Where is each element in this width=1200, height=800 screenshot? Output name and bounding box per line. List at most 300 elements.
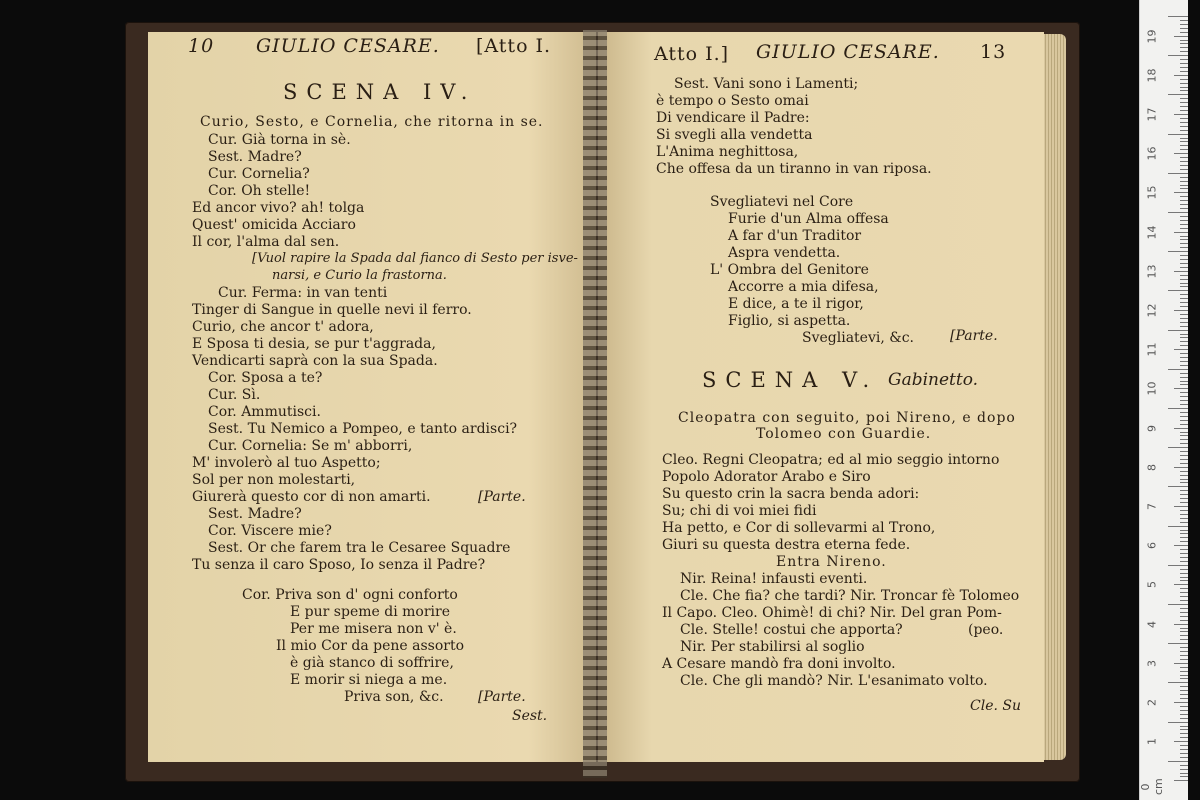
ruler-tick [1180,200,1188,201]
ruler-tick [1180,353,1188,354]
verse-line: Su questo crin la sacra benda adori: [662,486,920,502]
ruler-tick [1174,232,1188,233]
ruler-tick [1180,765,1188,766]
ruler-tick [1180,490,1188,491]
ruler-tick [1180,294,1188,295]
aria-line: Cor. Priva son d' ogni conforto [242,587,458,603]
ruler-label: 8 [1145,463,1159,471]
ruler-tick [1180,224,1188,225]
scene-heading: SCENA IV. [283,80,477,104]
ruler-tick [1168,94,1188,95]
ruler-tick [1180,228,1188,229]
ruler-tick [1174,388,1188,389]
verse-line: M' involerò al tuo Aspetto; [192,455,381,471]
verse-line: Sest. Or che farem tra le Cesaree Squadre [208,540,511,556]
verse-line: Su; chi di voi miei fidi [662,503,817,519]
ruler-tick [1180,678,1188,679]
ruler-tick [1180,471,1188,472]
ruler-tick [1180,118,1188,119]
verse-line: Cor. Oh stelle! [208,183,311,199]
ruler-tick [1180,479,1188,480]
ruler-label: 0 cm [1139,778,1165,796]
ruler-tick [1168,565,1188,566]
verse-line: Nir. Reina! infausti eventi. [680,571,868,587]
ruler-tick [1180,90,1188,91]
ruler-tick [1180,580,1188,581]
ruler-tick [1168,447,1188,448]
ruler-tick [1174,349,1188,350]
ruler-tick [1180,773,1188,774]
ruler-tick [1168,251,1188,252]
ruler-tick [1180,459,1188,460]
ruler-tick [1174,702,1188,703]
ruler-tick [1168,369,1188,370]
ruler-label: 18 [1145,68,1159,83]
ruler-tick [1174,741,1188,742]
ruler-tick [1180,569,1188,570]
verse-line: E Sposa ti desia, se pur t'aggrada, [192,336,436,352]
ruler-tick [1180,138,1188,139]
ruler-label: 19 [1145,29,1159,44]
ruler-tick [1174,428,1188,429]
ruler-tick [1180,671,1188,672]
ruler-tick [1180,384,1188,385]
ruler-tick [1168,330,1188,331]
ruler-tick [1180,620,1188,621]
ruler-tick [1180,87,1188,88]
right-page [598,32,1044,762]
ruler-tick [1180,318,1188,319]
ruler-tick [1180,165,1188,166]
ruler-tick [1180,298,1188,299]
ruler-tick [1174,780,1188,781]
ruler-tick [1168,682,1188,683]
ruler-tick [1180,373,1188,374]
ruler-tick [1174,114,1188,115]
ruler-tick [1174,663,1188,664]
ruler-tick [1180,592,1188,593]
ruler-tick [1180,357,1188,358]
ruler-tick [1180,424,1188,425]
ruler-tick [1180,337,1188,338]
stage-direction: narsi, e Curio la frastorna. [272,268,447,283]
ruler-tick [1180,306,1188,307]
verse-line: Cor. Ammutisci. [208,404,321,420]
ruler-tick [1180,498,1188,499]
ruler-tick [1180,537,1188,538]
right-page-number: 13 [980,41,1007,63]
verse-line: Giurerà questo cor di non amarti. [192,489,431,505]
ruler-tick [1180,769,1188,770]
ruler-tick [1180,510,1188,511]
verse-line: Sol per non molestarti, [192,472,356,488]
ruler-tick [1180,612,1188,613]
ruler-tick [1180,161,1188,162]
ruler-tick [1180,726,1188,727]
ruler-tick [1168,408,1188,409]
ruler-tick [1180,322,1188,323]
aria-line: A far d'un Traditor [728,228,862,244]
ruler-label: 1 [1145,738,1159,746]
ruler-label: 16 [1145,146,1159,161]
ruler-tick [1180,616,1188,617]
aria-line: Svegliatevi, &c. [802,330,914,346]
exit-mark: [Parte. [478,689,526,705]
ruler-tick [1174,584,1188,585]
ruler-tick [1174,192,1188,193]
ruler-label: 9 [1145,424,1159,432]
ruler-tick [1180,400,1188,401]
aria-line: Svegliatevi nel Core [710,194,854,210]
ruler-label: 17 [1145,107,1159,122]
ruler-tick [1180,718,1188,719]
ruler-tick [1180,733,1188,734]
verse-line: Popolo Adorator Arabo e Siro [662,469,871,485]
aria-line: Per me misera non v' è. [290,621,457,637]
ruler-tick [1168,761,1188,762]
ruler-tick [1180,608,1188,609]
ruler-tick [1180,745,1188,746]
ruler-tick [1180,20,1188,21]
verse-line: Vendicarti saprà con la sua Spada. [192,353,438,369]
ruler-tick [1174,624,1188,625]
ruler-tick [1180,710,1188,711]
ruler-tick [1180,63,1188,64]
ruler-tick [1180,326,1188,327]
ruler-tick [1174,153,1188,154]
ruler-tick [1180,145,1188,146]
ruler-tick [1180,686,1188,687]
ruler-tick [1180,102,1188,103]
left-act-label: [Atto I. [476,35,552,57]
ruler-tick [1180,753,1188,754]
ruler-tick [1180,455,1188,456]
ruler-tick [1168,134,1188,135]
ruler-tick [1180,220,1188,221]
verse-line: Cle. Che fia? che tardi? Nir. Troncar fè Tolomeo [680,588,1020,604]
ruler-tick [1180,553,1188,554]
ruler-label: 3 [1145,659,1159,667]
ruler-tick [1180,341,1188,342]
ruler-tick [1180,714,1188,715]
verse-line: Ha petto, e Cor di sollevarmi al Trono, [662,520,936,536]
ruler-tick [1180,651,1188,652]
ruler-tick [1168,173,1188,174]
book-spine [583,30,607,778]
ruler-tick [1180,255,1188,256]
ruler-tick [1180,690,1188,691]
ruler-tick [1180,757,1188,758]
aria-line: Priva son, &c. [344,689,444,705]
ruler-label: 6 [1145,542,1159,550]
verse-line: Cur. Cornelia: Se m' abborri, [208,438,413,454]
ruler-tick [1180,392,1188,393]
ruler-tick [1180,502,1188,503]
ruler-tick [1180,236,1188,237]
ruler-tick [1180,32,1188,33]
ruler-tick [1180,381,1188,382]
ruler-tick [1180,628,1188,629]
verse-line: Curio, che ancor t' adora, [192,319,374,335]
ruler-tick [1180,420,1188,421]
catchword: Sest. [512,708,548,724]
right-act-label: Atto I.] [654,43,730,65]
scene-heading: SCENA V. [702,368,879,392]
ruler-tick [1180,275,1188,276]
aria-line: Furie d'un Alma offesa [728,211,889,227]
ruler-tick [1180,98,1188,99]
ruler-tick [1180,28,1188,29]
ruler-tick [1180,43,1188,44]
ruler-tick [1180,416,1188,417]
ruler-tick [1168,212,1188,213]
ruler-tick [1180,67,1188,68]
ruler-tick [1180,631,1188,632]
verse-line: (peo. [968,622,1004,638]
aria-line: Figlio, si aspetta. [728,313,851,329]
ruler-tick [1168,526,1188,527]
ruler-tick [1180,675,1188,676]
aria-line: è già stanco di soffrire, [290,655,454,671]
verse-line: Cor. Sposa a te? [208,370,323,386]
ruler-tick [1180,514,1188,515]
ruler-tick [1168,604,1188,605]
aria-line: L' Ombra del Genitore [710,262,869,278]
ruler-tick [1180,635,1188,636]
ruler-tick [1180,577,1188,578]
ruler-tick [1180,475,1188,476]
ruler-tick [1180,302,1188,303]
verse-line: Il Capo. Cleo. Ohimè! di chi? Nir. Del gran Pom- [662,605,1002,621]
ruler-tick [1180,655,1188,656]
ruler-tick [1174,75,1188,76]
ruler-tick [1180,263,1188,264]
ruler-tick [1180,361,1188,362]
ruler-tick [1168,290,1188,291]
ruler-tick [1180,404,1188,405]
verse-line: A Cesare mandò fra doni involto. [662,656,896,672]
ruler-tick [1180,208,1188,209]
verse-line: Si svegli alla vendetta [656,127,813,143]
ruler-tick [1180,518,1188,519]
exit-mark: [Parte. [478,489,526,505]
verse-line: Tu senza il caro Sposo, Io senza il Padre? [192,557,486,573]
ruler-tick [1180,600,1188,601]
ruler-tick [1180,247,1188,248]
left-page [148,32,596,762]
ruler-tick [1180,83,1188,84]
verse-line: Cur. Ferma: in van tenti [218,285,388,301]
verse-line: Cur. Già torna in sè. [208,132,351,148]
ruler-tick [1180,647,1188,648]
ruler-label: 14 [1145,225,1159,240]
ruler-label: 7 [1145,503,1159,510]
verse-line: Cur. Sì. [208,387,261,403]
ruler-tick [1180,71,1188,72]
ruler-tick [1180,177,1188,178]
ruler-tick [1180,51,1188,52]
ruler-label: 12 [1145,303,1159,318]
ruler-tick [1180,122,1188,123]
ruler-tick [1168,16,1188,17]
aria-line: E dice, a te il rigor, [728,296,864,312]
ruler-tick [1180,749,1188,750]
verse-line: Nir. Per stabilirsi al soglio [680,639,865,655]
stage-direction: Cleopatra con seguito, poi Nireno, e dopo [678,410,1016,426]
ruler-tick [1180,126,1188,127]
ruler-label: 11 [1145,342,1159,357]
aria-line: Il mio Cor da pene assorto [276,638,465,654]
ruler-tick [1180,204,1188,205]
ruler-tick [1180,435,1188,436]
ruler-tick [1180,149,1188,150]
verse-line: Sest. Tu Nemico a Pompeo, e tanto ardisci? [208,421,518,437]
ruler-tick [1180,130,1188,131]
ruler-tick [1168,722,1188,723]
right-running-title: GIULIO CESARE. [756,41,940,63]
ruler-tick [1180,377,1188,378]
ruler-tick [1180,106,1188,107]
verse-line: Giuri su questa destra eterna fede. [662,537,911,553]
ruler-label: 2 [1145,699,1159,706]
exit-mark: [Parte. [950,328,998,344]
measuring-ruler [1139,0,1188,800]
ruler-tick [1180,110,1188,111]
left-running-title: GIULIO CESARE. [256,35,440,57]
verse-line: Di vendicare il Padre: [656,110,810,126]
ruler-tick [1180,737,1188,738]
ruler-tick [1180,185,1188,186]
verse-line: Sest. Madre? [208,506,302,522]
ruler-tick [1180,24,1188,25]
ruler-tick [1180,267,1188,268]
aria-line: Accorre a mia difesa, [728,279,879,295]
catchword: Cle. Su [970,698,1021,714]
ruler-tick [1180,157,1188,158]
ruler-tick [1174,467,1188,468]
ruler-tick [1180,169,1188,170]
ruler-tick [1174,271,1188,272]
ruler-tick [1168,55,1188,56]
ruler-tick [1174,545,1188,546]
scene-place: Gabinetto. [888,370,979,390]
ruler-tick [1180,541,1188,542]
aria-line: E morir si niega a me. [290,672,448,688]
aria-line: Aspra vendetta. [728,245,841,261]
ruler-tick [1180,522,1188,523]
ruler-tick [1180,314,1188,315]
ruler-label: 4 [1145,620,1159,628]
ruler-tick [1180,40,1188,41]
verse-line: è tempo o Sesto omai [656,93,809,109]
aria-line: E pur speme di morire [290,604,450,620]
stage-direction: [Vuol rapire la Spada dal fianco di Sesto per isve- [252,251,578,266]
ruler-tick [1180,412,1188,413]
ruler-tick [1180,141,1188,142]
ruler-label: 10 [1145,381,1159,396]
ruler-tick [1180,530,1188,531]
ruler-tick [1180,196,1188,197]
ruler-tick [1180,494,1188,495]
ruler-tick [1180,181,1188,182]
ruler-tick [1180,432,1188,433]
ruler-tick [1180,561,1188,562]
verse-line: Cle. Stelle! costui che apporta? [680,622,903,638]
ruler-label: 5 [1145,581,1159,589]
ruler-tick [1180,659,1188,660]
ruler-tick [1180,443,1188,444]
ruler-tick [1174,36,1188,37]
verse-line: Quest' omicida Acciaro [192,217,356,233]
ruler-tick [1180,588,1188,589]
ruler-tick [1180,482,1188,483]
ruler-tick [1180,243,1188,244]
ruler-tick [1180,698,1188,699]
stage-direction: Entra Nireno. [776,554,887,570]
ruler-tick [1180,451,1188,452]
ruler-tick [1180,694,1188,695]
ruler-tick [1180,729,1188,730]
ruler-tick [1180,334,1188,335]
ruler-tick [1180,259,1188,260]
ruler-tick [1180,439,1188,440]
ruler-tick [1180,216,1188,217]
ruler-tick [1180,639,1188,640]
ruler-tick [1180,286,1188,287]
ruler-tick [1168,486,1188,487]
ruler-tick [1180,549,1188,550]
ruler-tick [1180,573,1188,574]
verse-line: Che offesa da un tiranno in van riposa. [656,161,932,177]
ruler-tick [1168,643,1188,644]
verse-line: Ed ancor vivo? ah! tolga [192,200,365,216]
verse-line: L'Anima neghittosa, [656,144,799,160]
ruler-tick [1180,463,1188,464]
ruler-tick [1180,59,1188,60]
ruler-tick [1180,345,1188,346]
ruler-tick [1174,310,1188,311]
verse-line: Sest. Vani sono i Lamenti; [674,76,859,92]
ruler-tick [1180,667,1188,668]
ruler-tick [1180,396,1188,397]
ruler-tick [1180,706,1188,707]
verse-line: Sest. Madre? [208,149,302,165]
ruler-tick [1180,557,1188,558]
verse-line: Tinger di Sangue in quelle nevi il ferro. [192,302,472,318]
ruler-label: 15 [1145,185,1159,200]
left-page-number: 10 [188,35,215,57]
ruler-tick [1180,533,1188,534]
ruler-tick [1180,279,1188,280]
ruler-tick [1180,596,1188,597]
ruler-tick [1180,188,1188,189]
ruler-tick [1180,776,1188,777]
ruler-tick [1180,239,1188,240]
verse-line: Cor. Viscere mie? [208,523,332,539]
stage-direction: Tolomeo con Guardie. [756,426,932,442]
ruler-label: 13 [1145,264,1159,279]
verse-line: Cur. Cornelia? [208,166,310,182]
ruler-tick [1180,283,1188,284]
ruler-tick [1180,47,1188,48]
ruler-tick [1180,79,1188,80]
ruler-tick [1180,365,1188,366]
verse-line: Il cor, l'alma dal sen. [192,234,340,250]
stage-direction: Curio, Sesto, e Cornelia, che ritorna in se. [200,114,544,130]
ruler-tick [1174,506,1188,507]
verse-line: Cleo. Regni Cleopatra; ed al mio seggio intorno [662,452,1000,468]
verse-line: Cle. Che gli mandò? Nir. L'esanimato volto. [680,673,988,689]
